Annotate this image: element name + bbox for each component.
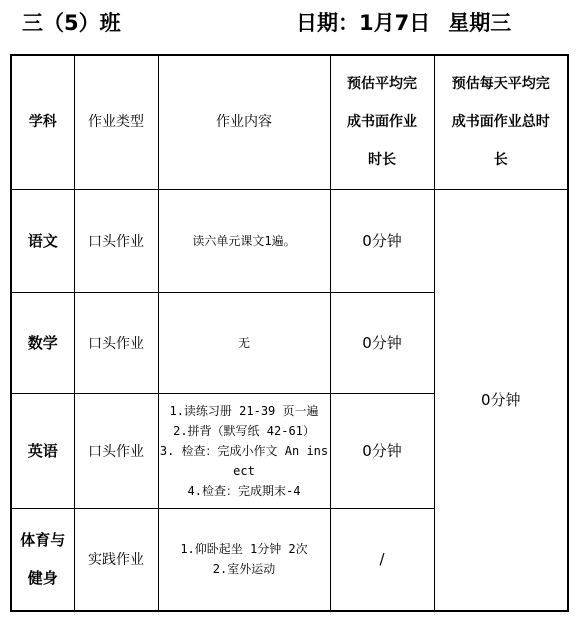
class-title: 三（5）班 [22,11,121,35]
content-line: 2.拼背（默写纸 42-61） [173,423,315,438]
header-est-time-line: 成书面作业 [347,114,417,131]
homework-table [10,54,569,612]
time-cell: 0分钟 [330,292,434,393]
content-line: 2.室外运动 [212,562,276,577]
header-est-time [330,55,434,189]
header-est-time-line: 预估平均完 [347,76,417,93]
subject-cell: 语文 [11,189,74,292]
header-daily-total [434,55,568,189]
content-line: 读六单元课文1遍。 [192,233,296,248]
time-cell: 0分钟 [330,189,434,292]
type-cell: 口头作业 [74,393,158,508]
content-cell [158,393,330,508]
header-daily-total-line: 预估每天平均完 [451,76,550,93]
table-row [11,189,568,292]
content-cell [158,189,330,292]
content-line: 4.检查：完成期末-4 [187,483,301,498]
header-daily-total-line: 成书面作业总时 [451,114,550,131]
content-line: 1.读练习册 21-39 页一遍 [169,403,319,418]
type-cell: 实践作业 [74,508,158,611]
content-line: 无 [237,335,250,350]
header-row [11,55,568,189]
header-subject: 学科 [11,55,74,189]
content-cell [158,508,330,611]
header-type: 作业类型 [74,55,158,189]
header-daily-total-line: 长 [493,152,508,169]
subject-cell: 英语 [11,393,74,508]
subject-cell [11,508,74,611]
content-line: 3. 检查：完成小作文 An insect [159,443,329,478]
weekday-text: 星期三 [448,11,512,35]
date-line [296,6,511,40]
type-cell: 口头作业 [74,189,158,292]
content-line: 1.仰卧起坐 1分钟 2次 [180,542,308,557]
subject-line: 体育与 [20,531,66,550]
daily-total-cell: 0分钟 [434,189,568,611]
content-cell [158,292,330,393]
subject-line: 健身 [27,569,58,588]
time-cell: 0分钟 [330,393,434,508]
header-content: 作业内容 [158,55,330,189]
type-cell: 口头作业 [74,292,158,393]
header-est-time-line: 时长 [368,152,396,169]
time-cell: / [330,508,434,611]
date-text: 日期：1月7日 [296,11,431,35]
subject-cell: 数学 [11,292,74,393]
